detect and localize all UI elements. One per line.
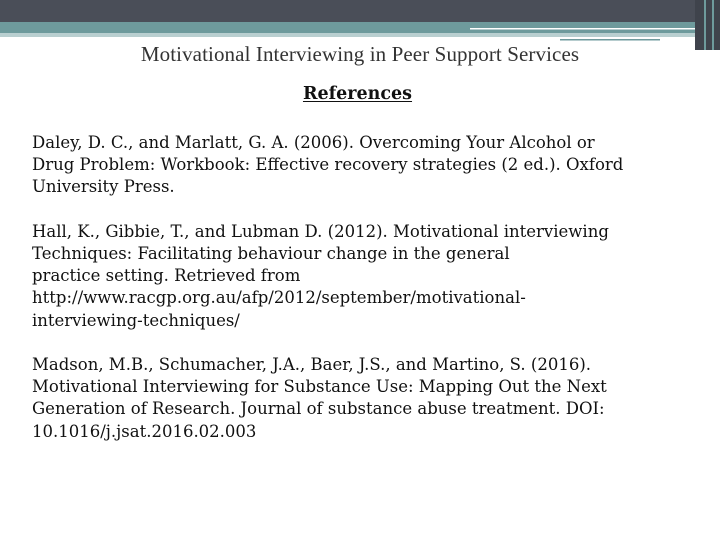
references-heading: References [302,84,413,104]
banner-dark-band [0,0,720,22]
banner-light-stripe [0,33,720,37]
banner-accent-line-2 [560,39,660,41]
references-list [32,132,692,465]
banner-teal-stripe [0,22,720,33]
banner-accent-line [470,28,720,30]
reference-item-madson: Madson, M.B., Schumacher, J.A., Baer, J.S., and Martino, S. (2016). Motivational Interviewing for Substance Use: Mapping Out the Next Generation of Research. Journal of substance abuse treatment. DOI: 10.1016/j.jsat.2016.02.003 [32,355,607,441]
slide-title: Motivational Interviewing in Peer Support Services [140,42,580,66]
reference-item-daley: Daley, D. C., and Marlatt, G. A. (2006). Overcoming Your Alcohol or Drug Problem: Workbook: Effective recovery strategies (2 ed.). Oxford University Press. [32,133,624,197]
reference-item-hall: Hall, K., Gibbie, T., and Lubman D. (2012). Motivational interviewing Techniques: Facilitating behaviour change in the general practice setting. Retrieved from http://www.racgp.org.au/afp/2012/september/motivational- interviewing-techniques/ [32,221,609,330]
